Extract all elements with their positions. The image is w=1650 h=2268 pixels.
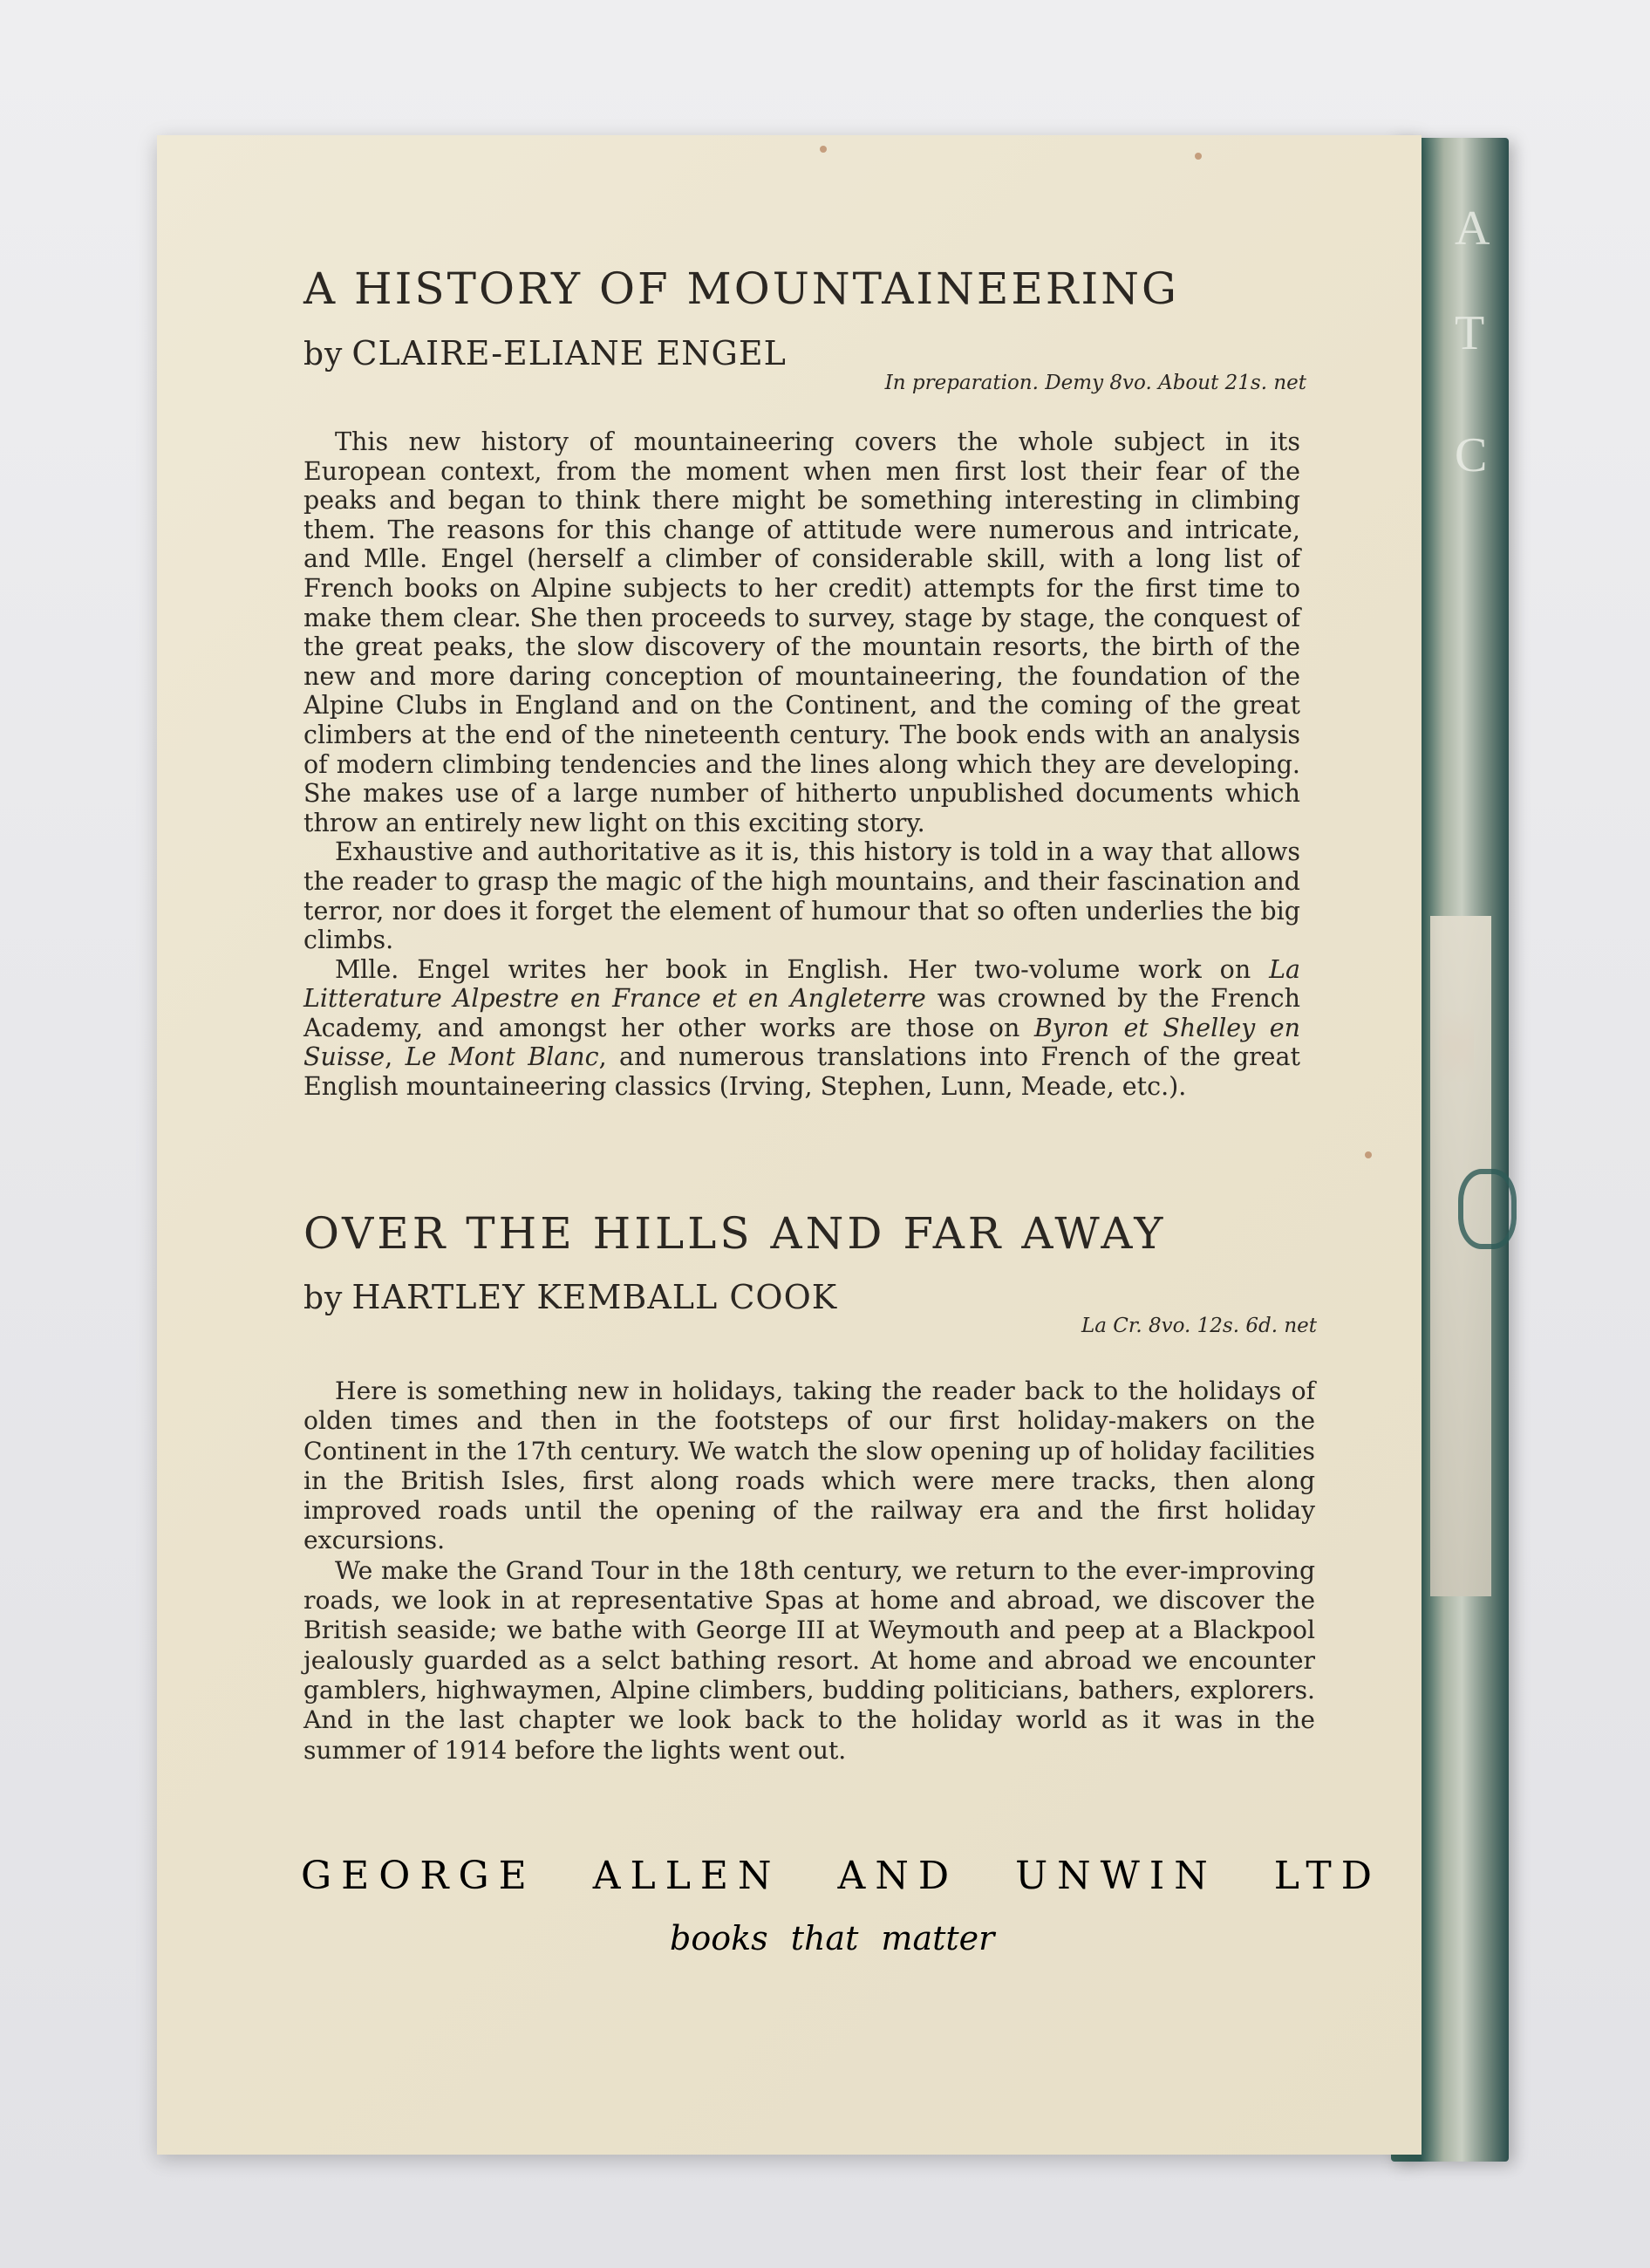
foxing-spot <box>820 146 827 153</box>
spine-publisher-emblem <box>1458 1169 1517 1249</box>
book1-paragraph: This new history of mountaineering covers the whole subject in its European context, from the moment when men first lost their fear of the peaks and began to think there might be something interesting in climbing them. The reasons for this change of attitude were numerous and intricate, and Mlle. Engel (herself a climber of considerable skill, with a long list of French books on Alpine subjects to her credit) attempts for the first time to make them clear. She then proceeds to survey, stage by stage, the conquest of the great peaks, the slow discovery of the mountain resorts, the birth of the new and more daring conception of mountaineering, the foundation of the Alpine Clubs in England and on the Continent, and the coming of the great climbers at the end of the nineteenth century. The book ends with an analysis of modern climbing tendencies and the lines along which they are developing. She makes use of a large number of hitherto unpublished documents which throw an entirely new light on this exciting story. <box>303 427 1300 837</box>
book1-description <box>303 427 1300 1102</box>
book2-title: OVER THE HILLS AND FAR AWAY <box>303 1208 1167 1259</box>
italic-title: La Litterature Alpestre en France et en Angleterre <box>303 954 1300 1014</box>
foxing-spot <box>1365 1151 1372 1158</box>
italic-title: Le Mont Blanc <box>405 1042 599 1072</box>
book2-price: La Cr. 8vo. 12s. 6d. net <box>1081 1315 1317 1337</box>
text-run: , and numerous translations into French of the great English mountaineering classics (Irving, Stephen, Lunn, Meade, etc.). <box>303 1042 1300 1102</box>
italic-title: Byron et Shelley en Suisse <box>303 1013 1300 1072</box>
spine-letter: A <box>1455 202 1490 256</box>
spine-letter: C <box>1455 428 1488 482</box>
text-run: was crowned by the French Academy, and amongst her other works are those on <box>303 984 1300 1042</box>
book2-description <box>303 1377 1315 1766</box>
text-run: , <box>385 1042 406 1072</box>
text-run: Mlle. Engel writes her book in English. Her two-volume work on <box>335 954 1270 984</box>
book1-title: A HISTORY OF MOUNTAINEERING <box>303 263 1179 314</box>
book2-paragraph: We make the Grand Tour in the 18th century, we return to the ever-improving roads, we look in at representative Spas at home and abroad, we discover the British seaside; we bathe with George III at Weymouth and peep at a Blackpool jealously guarded as a selct bathing resort. At home and abroad we encounter gamblers, highwaymen, Alpine climbers, budding politicians, bathers, explorers. And in the last chapter we look back to the holiday world as it was in the summer of 1914 before the lights went out. <box>303 1555 1315 1765</box>
spine-letter: T <box>1455 306 1485 360</box>
by-label: by <box>303 1281 344 1316</box>
publisher-tagline: books that matter <box>670 1919 995 1957</box>
book2-paragraph: Here is something new in holidays, taking the reader back to the holidays of olden times and then in the footsteps of our first holiday-makers on the Continent in the 17th century. We watch the slow opening up of holiday facilities in the British Isles, first along roads which were mere tracks, then along improved roads until the opening of the railway era and the first holiday excursions. <box>303 1377 1315 1555</box>
book1-paragraph <box>303 955 1300 1102</box>
book1-author: CLAIRE-ELIANE ENGEL <box>351 334 787 372</box>
foxing-spot <box>1195 153 1202 160</box>
book2-byline <box>303 1278 837 1316</box>
by-label: by <box>303 337 344 372</box>
publisher-name: GEORGE ALLEN AND UNWIN LTD <box>301 1854 1382 1898</box>
book1-price: In preparation. Demy 8vo. About 21s. net <box>884 372 1306 394</box>
book2-author: HARTLEY KEMBALL COOK <box>351 1278 838 1316</box>
book1-paragraph: Exhaustive and authoritative as it is, this history is told in a way that allows the reader to grasp the magic of the high mountains, and their fascination and terror, nor does it forget the element of humour that so often underlies the big climbs. <box>303 837 1300 955</box>
spine-worn-area <box>1430 916 1491 1596</box>
book1-byline <box>303 334 787 372</box>
